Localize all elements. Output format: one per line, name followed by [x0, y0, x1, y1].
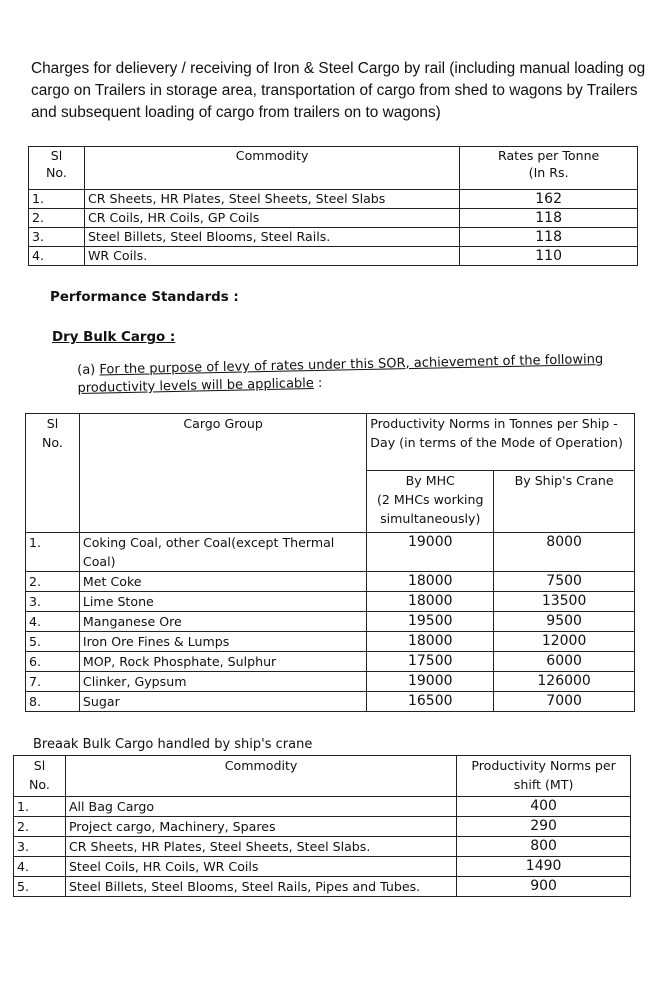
- cargo-group-cell: Lime Stone: [79, 592, 366, 612]
- crane-cell: 12000: [494, 632, 635, 652]
- break-bulk-title: Breaak Bulk Cargo handled by ship's crane: [33, 737, 313, 752]
- table-header-row: [26, 414, 635, 471]
- mhc-cell: 19000: [367, 672, 494, 692]
- sl-cell: 3.: [26, 592, 80, 612]
- ships-crane-header: By Ship's Crane: [494, 471, 635, 533]
- commodity-cell: WR Coils.: [84, 247, 459, 266]
- rail-charges-table: [28, 146, 638, 266]
- commodity-cell: Steel Coils, HR Coils, WR Coils: [65, 857, 456, 877]
- crane-cell: 126000: [494, 672, 635, 692]
- sl-cell: 6.: [26, 652, 80, 672]
- table-header-row: [29, 147, 638, 190]
- mhc-cell: 18000: [367, 572, 494, 592]
- sl-cell: 1.: [26, 533, 80, 572]
- commodity-cell: CR Sheets, HR Plates, Steel Sheets, Steel Slabs: [84, 190, 459, 209]
- sl-header: Sl No.: [29, 147, 85, 190]
- cargo-group-cell: Iron Ore Fines & Lumps: [79, 632, 366, 652]
- table-row: [29, 190, 638, 209]
- table-row: [14, 817, 631, 837]
- norm-cell: 400: [457, 797, 631, 817]
- table-row: [26, 572, 635, 592]
- table-row: [14, 837, 631, 857]
- commodity-cell: CR Sheets, HR Plates, Steel Sheets, Steel Slabs.: [65, 837, 456, 857]
- para-text: For the purpose of levy of rates under this SOR, achievement of the following productivity levels will be applicable: [77, 351, 604, 396]
- dry-bulk-cargo-title: Dry Bulk Cargo :: [52, 330, 176, 345]
- mhc-cell: 16500: [367, 692, 494, 712]
- sl-cell: 4.: [29, 247, 85, 266]
- productivity-norms-header: Productivity Norms in Tonnes per Ship - Day (in terms of the Mode of Operation): [367, 414, 635, 471]
- norm-cell: 800: [457, 837, 631, 857]
- para-suffix: :: [317, 375, 323, 391]
- sl-cell: 4.: [14, 857, 66, 877]
- table-row: [26, 533, 635, 572]
- commodity-cell: Steel Billets, Steel Blooms, Steel Rails, Pipes and Tubes.: [65, 877, 456, 897]
- sl-cell: 2.: [26, 572, 80, 592]
- crane-cell: 13500: [494, 592, 635, 612]
- crane-cell: 6000: [494, 652, 635, 672]
- productivity-paragraph: [77, 350, 638, 398]
- table-row: [14, 857, 631, 877]
- crane-cell: 8000: [494, 533, 635, 572]
- cargo-group-cell: Clinker, Gypsum: [79, 672, 366, 692]
- norm-cell: 290: [457, 817, 631, 837]
- cargo-group-header: Cargo Group: [79, 414, 366, 533]
- table-row: [14, 877, 631, 897]
- crane-cell: 7000: [494, 692, 635, 712]
- commodity-header: Commodity: [84, 147, 459, 190]
- rates-header: Rates per Tonne (In Rs.: [460, 147, 638, 190]
- sl-cell: 5.: [14, 877, 66, 897]
- cargo-group-cell: Sugar: [79, 692, 366, 712]
- cargo-group-cell: Met Coke: [79, 572, 366, 592]
- cargo-group-cell: MOP, Rock Phosphate, Sulphur: [79, 652, 366, 672]
- mhc-cell: 17500: [367, 652, 494, 672]
- document-heading: Charges for delievery / receiving of Iron & Steel Cargo by rail (including manual loading og cargo on Trailers in storage area, transportation of cargo from shed to wagons by Trailers and subsequent loading of cargo from trailers on to wagons): [31, 60, 646, 121]
- crane-cell: 7500: [494, 572, 635, 592]
- commodity-cell: CR Coils, HR Coils, GP Coils: [84, 209, 459, 228]
- rate-cell: 110: [460, 247, 638, 266]
- sl-cell: 4.: [26, 612, 80, 632]
- para-prefix: (a): [77, 362, 96, 378]
- sl-cell: 3.: [29, 228, 85, 247]
- table-row: [29, 228, 638, 247]
- sl-cell: 7.: [26, 672, 80, 692]
- sl-cell: 1.: [29, 190, 85, 209]
- table-row: [14, 797, 631, 817]
- sl-cell: 2.: [14, 817, 66, 837]
- sl-header: Sl No.: [26, 414, 80, 533]
- commodity-header: Commodity: [65, 756, 456, 797]
- sl-header: Sl No.: [14, 756, 66, 797]
- sl-cell: 5.: [26, 632, 80, 652]
- table-row: [26, 612, 635, 632]
- sl-cell: 8.: [26, 692, 80, 712]
- mhc-cell: 18000: [367, 592, 494, 612]
- sl-cell: 1.: [14, 797, 66, 817]
- rate-cell: 118: [460, 209, 638, 228]
- mhc-cell: 19000: [367, 533, 494, 572]
- sl-cell: 3.: [14, 837, 66, 857]
- table-row: [26, 692, 635, 712]
- table-row: [26, 652, 635, 672]
- table-row: [29, 247, 638, 266]
- dry-bulk-productivity-table: [25, 413, 635, 712]
- cargo-group-cell: Coking Coal, other Coal(except Thermal Coal): [79, 533, 366, 572]
- mhc-cell: 19500: [367, 612, 494, 632]
- table-header-row: [14, 756, 631, 797]
- table-row: [26, 672, 635, 692]
- commodity-cell: All Bag Cargo: [65, 797, 456, 817]
- table-row: [26, 592, 635, 612]
- crane-cell: 9500: [494, 612, 635, 632]
- mhc-header: By MHC (2 MHCs working simultaneously): [367, 471, 494, 533]
- norms-header: Productivity Norms per shift (MT): [457, 756, 631, 797]
- mhc-cell: 18000: [367, 632, 494, 652]
- rate-cell: 118: [460, 228, 638, 247]
- commodity-cell: Steel Billets, Steel Blooms, Steel Rails.: [84, 228, 459, 247]
- sl-cell: 2.: [29, 209, 85, 228]
- rate-cell: 162: [460, 190, 638, 209]
- table-row: [29, 209, 638, 228]
- commodity-cell: Project cargo, Machinery, Spares: [65, 817, 456, 837]
- performance-standards-title: Performance Standards :: [50, 290, 239, 305]
- norm-cell: 900: [457, 877, 631, 897]
- cargo-group-cell: Manganese Ore: [79, 612, 366, 632]
- norm-cell: 1490: [457, 857, 631, 877]
- table-row: [26, 632, 635, 652]
- break-bulk-table: [13, 755, 631, 897]
